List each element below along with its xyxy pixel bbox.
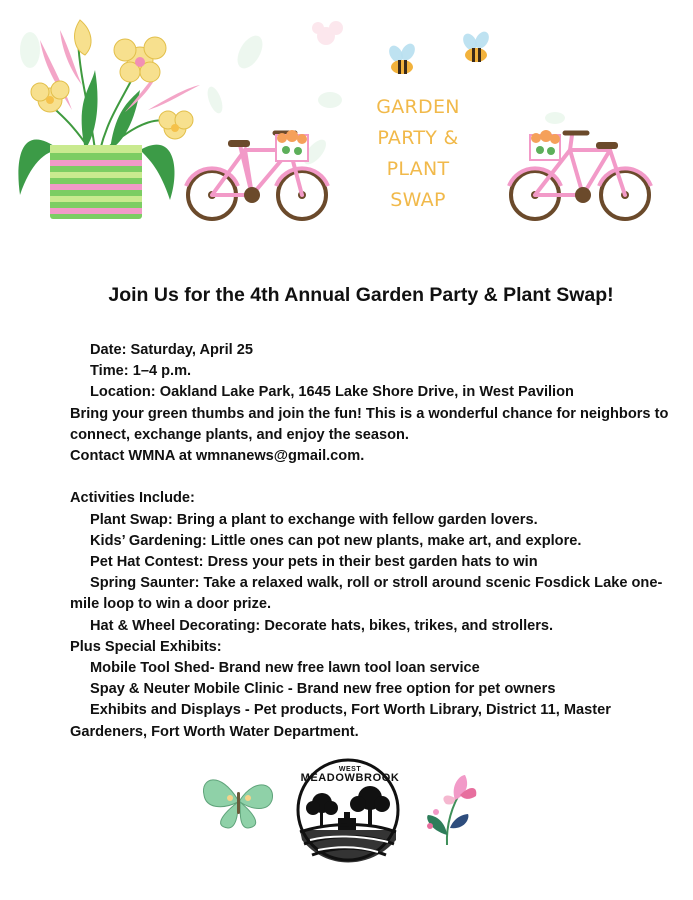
intro-paragraph: Bring your green thumbs and join the fun! This is a wonderful chance for neighbors to connect, exchange plants, and enjoy the season. xyxy=(70,405,669,443)
title-line: PLANT xyxy=(386,158,450,180)
title-line: PARTY & xyxy=(377,127,459,149)
event-location: Location: Oakland Lake Park, 1645 Lake Shore Drive, in West Pavilion xyxy=(90,384,574,401)
activity-item: Spring Saunter: Take a relaxed walk, roll or stroll around scenic Fosdick Lake one-mile loop to win a door prize. xyxy=(70,575,663,613)
exhibit-item: Mobile Tool Shed- Brand new free lawn tool loan service xyxy=(90,660,480,677)
activity-item: Pet Hat Contest: Dress your pets in their best garden hats to win xyxy=(90,554,538,571)
activity-item: Hat & Wheel Decorating: Decorate hats, bikes, trikes, and strollers. xyxy=(90,617,554,634)
bicycle-illustration xyxy=(509,130,651,219)
logo-text-top: WEST xyxy=(338,766,362,773)
flower-icon xyxy=(427,775,476,845)
exhibit-item: Exhibits and Displays - Pet products, Fort Worth Library, District 11, Master Gardeners, Fort Worth Water Department. xyxy=(70,702,611,740)
flyer-body xyxy=(70,340,670,743)
spacer xyxy=(70,467,670,488)
event-title-art xyxy=(368,92,468,216)
logo-text-name: MEADOWBROOK xyxy=(300,772,400,784)
activity-item: Kids’ Gardening: Little ones can pot new plants, make art, and explore. xyxy=(90,532,582,549)
title-line: GARDEN xyxy=(376,96,460,118)
flower-pot-illustration xyxy=(18,20,200,219)
exhibit-item: Spay & Neuter Mobile Clinic - Brand new free option for pet owners xyxy=(90,681,556,698)
contact-line: Contact WMNA at wmnanews@gmail.com. xyxy=(70,448,365,465)
title-line: SWAP xyxy=(390,189,446,211)
event-date: Date: Saturday, April 25 xyxy=(90,342,254,358)
activities-heading: Activities Include: xyxy=(70,490,195,507)
bicycle-illustration xyxy=(186,130,328,219)
bee-icon xyxy=(386,41,417,74)
butterfly-icon xyxy=(203,780,272,828)
bee-icon xyxy=(460,29,491,62)
header-illustration xyxy=(0,0,693,235)
headline: Join Us for the 4th Annual Garden Party & Plant Swap! xyxy=(108,284,614,306)
exhibits-heading: Plus Special Exhibits: xyxy=(70,638,222,655)
activity-item: Plant Swap: Bring a plant to exchange with fellow garden lovers. xyxy=(90,511,538,528)
event-time: Time: 1–4 p.m. xyxy=(90,363,192,380)
